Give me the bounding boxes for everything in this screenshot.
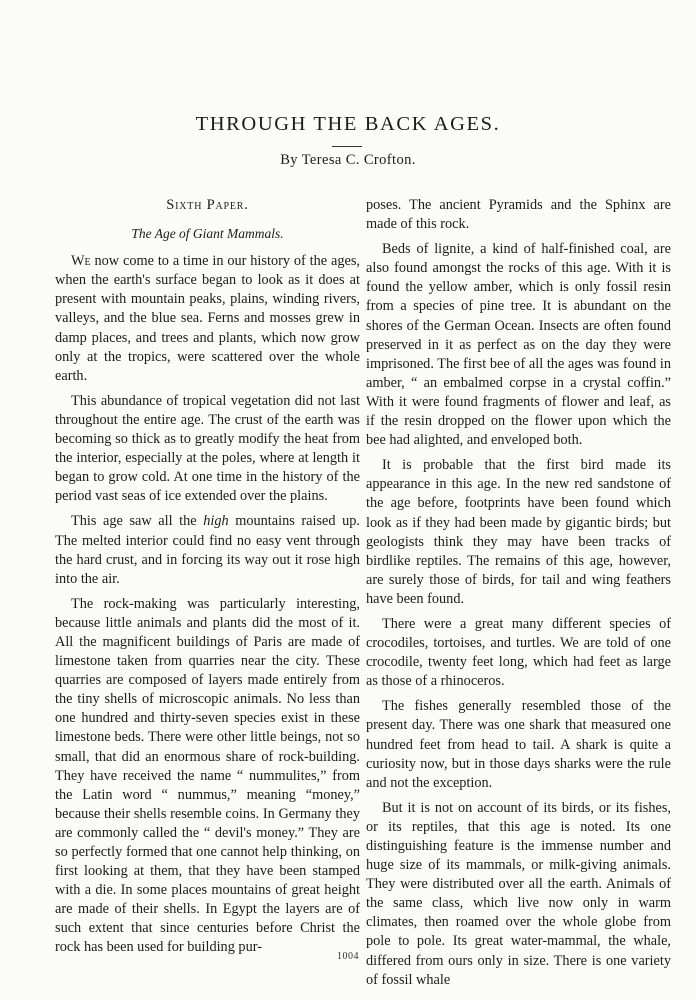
paragraph-3 [55,512,360,588]
paragraph-1-text: now come to a time in our history of the ages, when the earth's surface began to look as it does at present with mountain peaks, plains, winding rivers, valleys, and the blue sea. Ferns and mosses grew in damp places, and trees and plants, which now grow only at the tropics, were scattered over the whole earth. [55,253,360,384]
emphasis-high: high [203,513,229,530]
paragraph-7: It is probable that the first bird made its appearance in this age. In the new red sandstone of the age before, footprints have been found which look as if they had been made by gigantic birds; but geologists think they may have been tracks of birdlike reptiles. The remains of this age, however, are surely those of birds, for tail and wing feathers have been found. [366,457,671,607]
paragraph-8: There were a great many different species of crocodiles, tortoises, and turtles. We are told of one crocodile, twenty feet long, which had feet as large as those of a rhinoceros. [366,615,671,690]
paragraph-6: Beds of lignite, a kind of half-finished coal, are also found amongst the rocks of this age. With it is found the yellow amber, which is only fossil resin from a species of pine tree. It is abundant on the shores of the German Ocean. Insects are often found preserved in it as perfect as on the day they were imprisoned. The first bee of all the ages was found in amber, “ an embalmed corpse in a crystal coffin.” With it were found fragments of flower and leaf, as if the resin dropped on the flower upon which the bee had alighted, and enveloped both. [366,241,671,449]
paragraph-10: But it is not on account of its birds, or its fishes, or its reptiles, that this age is noted. Its one distinguishing feature is the immense number and huge size of its mammals, or milk-giving animals. They were distributed over all the earth. Animals of the same class, which live now only in warm climates, then roamed over the whole globe from pole to pole. Its great water-mammal, the whale, differed from ours only in size. There is one variety of fossil whale [366,799,671,988]
paragraph-4: The rock-making was particularly interesting, because little animals and plants did the most of it. All the magnificent buildings of Paris are made of limestone taken from quarries near the city. These quarries are composed of layers made entirely from the tiny shells of microscopic animals. No less than one hundred and thirty-seven species exist in these limestone beds. There were other little beings, not so small, that did an enormous share of rock-building. They have received the name “ nummulites,” from the Latin word “ nummus,” meaning “money,” because their shells resemble coins. In Germany they are commonly called the “ devil's money.” They are so perfectly formed that one cannot help thinking, on first looking at them, that they have been stamped with a die. In some places mountains of great height are made of their shells. In Egypt the layers are of such extent that since centuries before Christ the rock has been used for building pur- [55,595,360,956]
paragraph-2: This abundance of tropical vegetation did not last throughout the entire age. The crust of the earth was becoming so thick as to greatly modify the heat from the interior, especially at the poles, where at length it began to grow cold. At one time in the history of the period vast seas of ice extended over the plains. [55,392,360,505]
right-column [366,196,671,990]
section-heading: Sixth Paper. [166,197,249,213]
paragraph-1 [55,252,360,386]
lead-word: We [71,253,91,270]
paragraph-9: The fishes generally resembled those of the present day. There was one shark that measured one hundred feet from head to tail. A shark is quite a curiosity now, but in those days sharks were the rule and not the exception. [366,698,671,791]
page-number: 1004 [337,951,359,962]
title-rule [332,146,362,147]
paragraph-5: poses. The ancient Pyramids and the Sphinx are made of this rock. [366,197,671,233]
paragraph-3-end: mountains raised up. The melted interior could find no easy vent through the hard crust, and in forcing its way out it rose high into the air. [55,513,360,587]
paragraph-3-start: This age saw all the [71,513,204,530]
left-column [55,196,360,958]
byline: By Teresa C. Crofton. [280,152,416,168]
article-title: THROUGH THE BACK AGES. [195,113,501,135]
section-subheading: The Age of Giant Mammals. [131,226,284,242]
